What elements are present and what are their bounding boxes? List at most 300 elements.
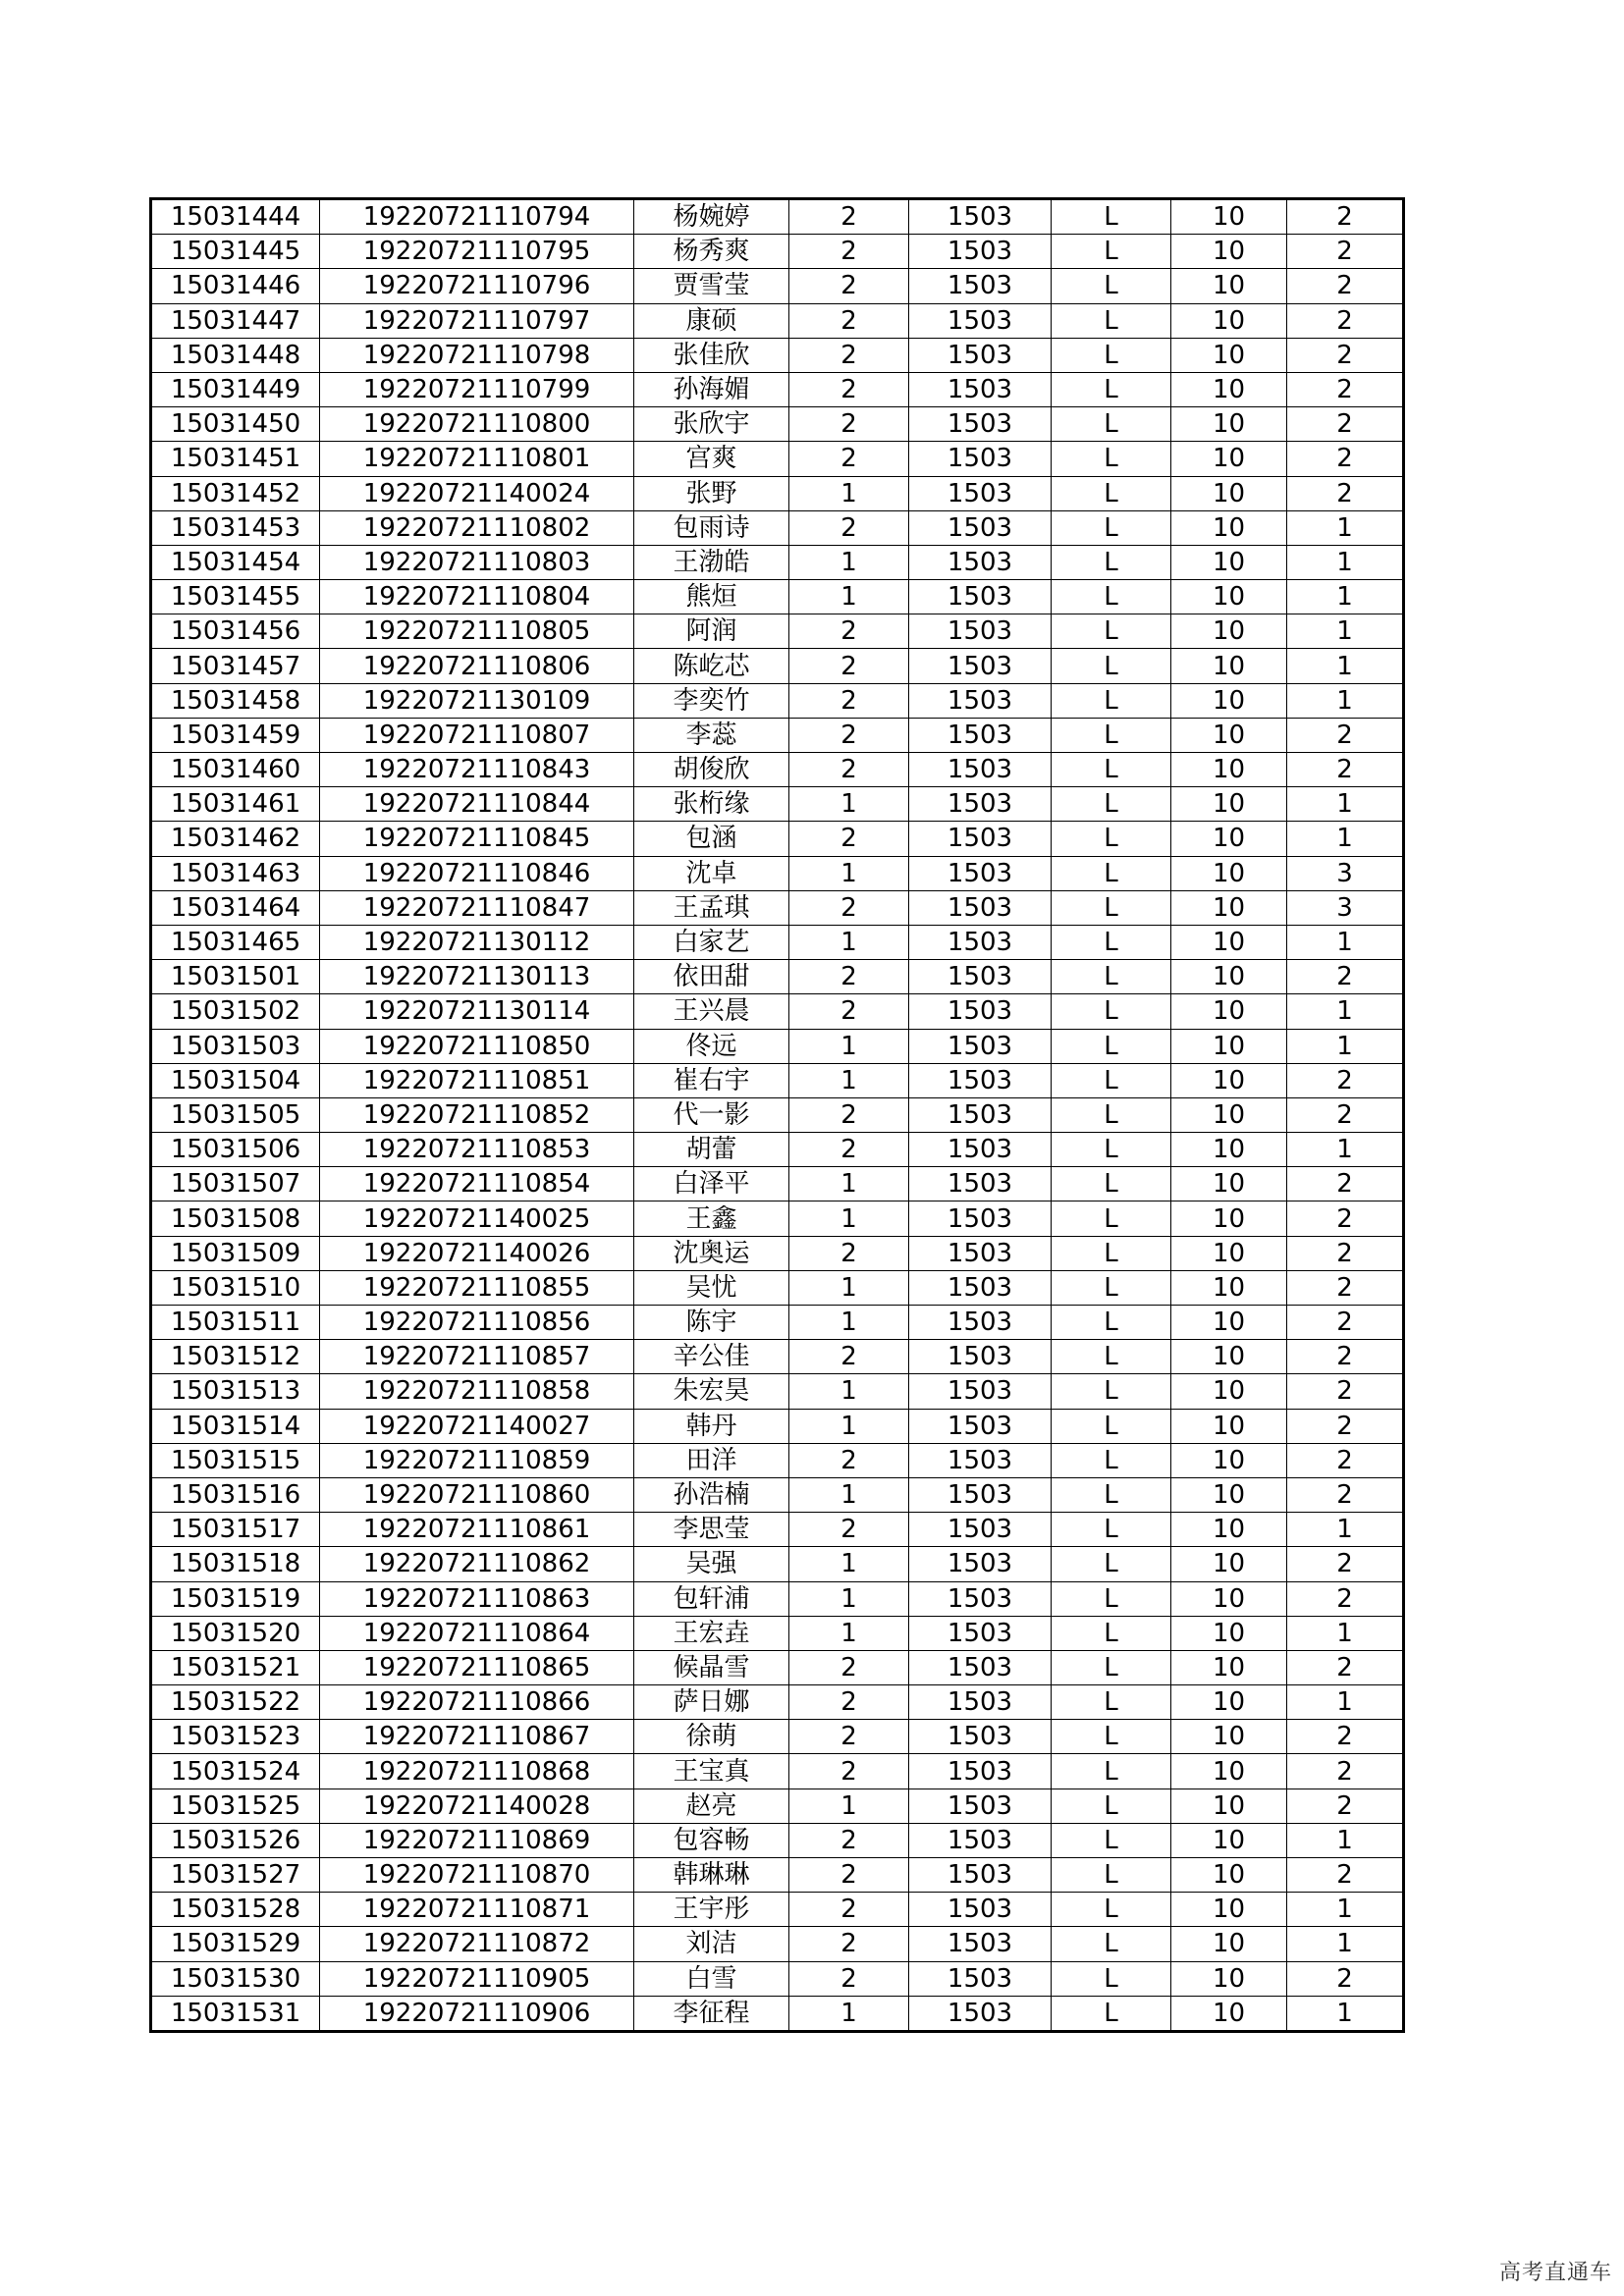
table-row [151,476,1404,510]
group-cell: 2 [1287,1097,1404,1132]
exam-number-cell: 15031460 [151,753,320,787]
name-cell: 陈宇 [634,1306,789,1340]
school-code-cell: 1503 [909,1029,1052,1063]
exam-number-cell: 15031522 [151,1685,320,1720]
exam-number-cell: 15031459 [151,718,320,752]
field-cell: 10 [1171,718,1287,752]
school-code-cell: 1503 [909,683,1052,718]
field-cell: 10 [1171,1270,1287,1305]
name-cell: 崔右宇 [634,1063,789,1097]
exam-number-cell: 15031450 [151,407,320,442]
registration-id-cell: 19220721140027 [320,1409,634,1443]
registration-id-cell: 19220721110865 [320,1650,634,1684]
name-cell: 代一影 [634,1097,789,1132]
registration-id-cell: 19220721110855 [320,1270,634,1305]
field-cell: 10 [1171,1581,1287,1616]
name-cell: 王鑫 [634,1201,789,1236]
category-cell: L [1052,1927,1171,1961]
name-cell: 包轩浦 [634,1581,789,1616]
field-cell: 10 [1171,1133,1287,1167]
name-cell: 萨日娜 [634,1685,789,1720]
school-code-cell: 1503 [909,1650,1052,1684]
gender-cell: 1 [789,1306,909,1340]
table-row [151,1133,1404,1167]
school-code-cell: 1503 [909,1996,1052,2031]
gender-cell: 2 [789,1720,909,1754]
exam-number-cell: 15031510 [151,1270,320,1305]
field-cell: 10 [1171,753,1287,787]
table-row [151,994,1404,1029]
category-cell: L [1052,545,1171,579]
exam-number-cell: 15031521 [151,1650,320,1684]
registration-id-cell: 19220721110804 [320,580,634,614]
exam-number-cell: 15031502 [151,994,320,1029]
category-cell: L [1052,822,1171,856]
table-row [151,1029,1404,1063]
gender-cell: 2 [789,235,909,269]
name-cell: 韩琳琳 [634,1858,789,1893]
name-cell: 张野 [634,476,789,510]
table-row [151,1063,1404,1097]
school-code-cell: 1503 [909,1720,1052,1754]
registration-id-cell: 19220721110846 [320,856,634,890]
group-cell: 2 [1287,1720,1404,1754]
table-row [151,1581,1404,1616]
name-cell: 康硕 [634,303,789,338]
field-cell: 10 [1171,614,1287,649]
registration-id-cell: 19220721110906 [320,1996,634,2031]
group-cell: 1 [1287,925,1404,959]
group-cell: 2 [1287,1961,1404,1996]
category-cell: L [1052,1236,1171,1270]
school-code-cell: 1503 [909,1477,1052,1512]
registration-id-cell: 19220721110803 [320,545,634,579]
school-code-cell: 1503 [909,1409,1052,1443]
category-cell: L [1052,1270,1171,1305]
group-cell: 2 [1287,338,1404,372]
group-cell: 2 [1287,372,1404,406]
school-code-cell: 1503 [909,1167,1052,1201]
school-code-cell: 1503 [909,822,1052,856]
category-cell: L [1052,718,1171,752]
category-cell: L [1052,269,1171,303]
school-code-cell: 1503 [909,1858,1052,1893]
registration-id-cell: 19220721110847 [320,890,634,925]
group-cell: 1 [1287,1133,1404,1167]
field-cell: 10 [1171,1236,1287,1270]
table-row [151,1858,1404,1893]
category-cell: L [1052,510,1171,545]
exam-number-cell: 15031449 [151,372,320,406]
group-cell: 2 [1287,1581,1404,1616]
gender-cell: 1 [789,1996,909,2031]
exam-number-cell: 15031527 [151,1858,320,1893]
school-code-cell: 1503 [909,1513,1052,1547]
registration-id-cell: 19220721110872 [320,1927,634,1961]
exam-number-cell: 15031505 [151,1097,320,1132]
exam-number-cell: 15031446 [151,269,320,303]
category-cell: L [1052,1996,1171,2031]
school-code-cell: 1503 [909,925,1052,959]
name-cell: 候晶雪 [634,1650,789,1684]
group-cell: 2 [1287,1858,1404,1893]
exam-number-cell: 15031509 [151,1236,320,1270]
category-cell: L [1052,1720,1171,1754]
gender-cell: 2 [789,1858,909,1893]
table-row [151,753,1404,787]
group-cell: 1 [1287,545,1404,579]
gender-cell: 2 [789,890,909,925]
school-code-cell: 1503 [909,890,1052,925]
school-code-cell: 1503 [909,1374,1052,1409]
exam-number-cell: 15031517 [151,1513,320,1547]
field-cell: 10 [1171,1685,1287,1720]
registration-id-cell: 19220721110852 [320,1097,634,1132]
table-row [151,1789,1404,1823]
field-cell: 10 [1171,856,1287,890]
exam-number-cell: 15031453 [151,510,320,545]
group-cell: 2 [1287,476,1404,510]
registration-id-cell: 19220721110854 [320,1167,634,1201]
registration-id-cell: 19220721140026 [320,1236,634,1270]
group-cell: 2 [1287,1443,1404,1477]
category-cell: L [1052,1961,1171,1996]
category-cell: L [1052,1340,1171,1374]
table-row [151,787,1404,822]
name-cell: 辛公佳 [634,1340,789,1374]
exam-number-cell: 15031445 [151,235,320,269]
registration-id-cell: 19220721130114 [320,994,634,1029]
table-row [151,1927,1404,1961]
field-cell: 10 [1171,1547,1287,1581]
table-row [151,545,1404,579]
table-row [151,856,1404,890]
table-row [151,1720,1404,1754]
field-cell: 10 [1171,1720,1287,1754]
gender-cell: 1 [789,787,909,822]
exam-number-cell: 15031504 [151,1063,320,1097]
field-cell: 10 [1171,1409,1287,1443]
exam-number-cell: 15031511 [151,1306,320,1340]
table-row [151,718,1404,752]
school-code-cell: 1503 [909,199,1052,235]
registration-id-cell: 19220721110850 [320,1029,634,1063]
name-cell: 张佳欣 [634,338,789,372]
gender-cell: 2 [789,1754,909,1789]
field-cell: 10 [1171,545,1287,579]
table-row [151,338,1404,372]
group-cell: 2 [1287,199,1404,235]
category-cell: L [1052,614,1171,649]
group-cell: 2 [1287,1409,1404,1443]
name-cell: 沈奥运 [634,1236,789,1270]
gender-cell: 2 [789,303,909,338]
category-cell: L [1052,787,1171,822]
school-code-cell: 1503 [909,1097,1052,1132]
registration-id-cell: 19220721110866 [320,1685,634,1720]
name-cell: 赵亮 [634,1789,789,1823]
table-row [151,1754,1404,1789]
school-code-cell: 1503 [909,649,1052,683]
table-row [151,1477,1404,1512]
gender-cell: 2 [789,1961,909,1996]
exam-number-cell: 15031448 [151,338,320,372]
field-cell: 10 [1171,1374,1287,1409]
school-code-cell: 1503 [909,235,1052,269]
category-cell: L [1052,1547,1171,1581]
gender-cell: 2 [789,614,909,649]
category-cell: L [1052,1133,1171,1167]
gender-cell: 2 [789,510,909,545]
category-cell: L [1052,303,1171,338]
category-cell: L [1052,683,1171,718]
category-cell: L [1052,1063,1171,1097]
school-code-cell: 1503 [909,1823,1052,1857]
exam-number-cell: 15031528 [151,1893,320,1927]
field-cell: 10 [1171,787,1287,822]
registration-id-cell: 19220721110797 [320,303,634,338]
exam-number-cell: 15031452 [151,476,320,510]
gender-cell: 2 [789,1823,909,1857]
exam-number-cell: 15031455 [151,580,320,614]
registration-id-cell: 19220721110805 [320,614,634,649]
exam-number-cell: 15031451 [151,442,320,476]
gender-cell: 1 [789,1616,909,1650]
watermark-text: 高考直通车 [1498,2261,1612,2285]
category-cell: L [1052,442,1171,476]
exam-number-cell: 15031519 [151,1581,320,1616]
table-row [151,1823,1404,1857]
registration-id-cell: 19220721110794 [320,199,634,235]
category-cell: L [1052,199,1171,235]
registration-id-cell: 19220721110858 [320,1374,634,1409]
gender-cell: 2 [789,1685,909,1720]
category-cell: L [1052,1823,1171,1857]
exam-number-cell: 15031447 [151,303,320,338]
group-cell: 2 [1287,442,1404,476]
field-cell: 10 [1171,1616,1287,1650]
gender-cell: 2 [789,822,909,856]
group-cell: 1 [1287,1616,1404,1650]
field-cell: 10 [1171,580,1287,614]
category-cell: L [1052,1858,1171,1893]
category-cell: L [1052,1685,1171,1720]
table-row [151,1616,1404,1650]
name-cell: 王渤皓 [634,545,789,579]
category-cell: L [1052,1167,1171,1201]
name-cell: 孙浩楠 [634,1477,789,1512]
school-code-cell: 1503 [909,510,1052,545]
table-row [151,510,1404,545]
category-cell: L [1052,235,1171,269]
gender-cell: 2 [789,1513,909,1547]
group-cell: 2 [1287,753,1404,787]
field-cell: 10 [1171,649,1287,683]
name-cell: 田洋 [634,1443,789,1477]
group-cell: 1 [1287,1513,1404,1547]
field-cell: 10 [1171,442,1287,476]
gender-cell: 1 [789,925,909,959]
name-cell: 李征程 [634,1996,789,2031]
registration-id-cell: 19220721110859 [320,1443,634,1477]
field-cell: 10 [1171,1477,1287,1512]
group-cell: 2 [1287,960,1404,994]
school-code-cell: 1503 [909,1927,1052,1961]
registration-id-cell: 19220721110861 [320,1513,634,1547]
name-cell: 胡蕾 [634,1133,789,1167]
name-cell: 陈屹芯 [634,649,789,683]
registration-id-cell: 19220721130113 [320,960,634,994]
gender-cell: 2 [789,1650,909,1684]
group-cell: 1 [1287,510,1404,545]
exam-number-cell: 15031501 [151,960,320,994]
category-cell: L [1052,1201,1171,1236]
table-row [151,1409,1404,1443]
school-code-cell: 1503 [909,1685,1052,1720]
gender-cell: 1 [789,545,909,579]
table-row [151,890,1404,925]
group-cell: 1 [1287,683,1404,718]
group-cell: 1 [1287,822,1404,856]
registration-id-cell: 19220721110905 [320,1961,634,1996]
table-row [151,1961,1404,1996]
school-code-cell: 1503 [909,753,1052,787]
category-cell: L [1052,476,1171,510]
group-cell: 1 [1287,649,1404,683]
school-code-cell: 1503 [909,545,1052,579]
registration-id-cell: 19220721110867 [320,1720,634,1754]
exam-number-cell: 15031526 [151,1823,320,1857]
registration-id-cell: 19220721110869 [320,1823,634,1857]
school-code-cell: 1503 [909,994,1052,1029]
category-cell: L [1052,1477,1171,1512]
table-row [151,683,1404,718]
table-row [151,303,1404,338]
name-cell: 王宏垚 [634,1616,789,1650]
gender-cell: 2 [789,649,909,683]
registration-id-cell: 19220721110800 [320,407,634,442]
field-cell: 10 [1171,1513,1287,1547]
table-row [151,1996,1404,2031]
exam-number-cell: 15031461 [151,787,320,822]
field-cell: 10 [1171,510,1287,545]
name-cell: 韩丹 [634,1409,789,1443]
name-cell: 贾雪莹 [634,269,789,303]
gender-cell: 2 [789,994,909,1029]
name-cell: 沈卓 [634,856,789,890]
category-cell: L [1052,1789,1171,1823]
category-cell: L [1052,890,1171,925]
field-cell: 10 [1171,338,1287,372]
name-cell: 阿润 [634,614,789,649]
category-cell: L [1052,960,1171,994]
registration-id-cell: 19220721110856 [320,1306,634,1340]
gender-cell: 1 [789,1789,909,1823]
school-code-cell: 1503 [909,856,1052,890]
registration-id-cell: 19220721110870 [320,1858,634,1893]
exam-number-cell: 15031456 [151,614,320,649]
registration-id-cell: 19220721110801 [320,442,634,476]
field-cell: 10 [1171,235,1287,269]
group-cell: 1 [1287,1927,1404,1961]
group-cell: 2 [1287,1236,1404,1270]
table-row [151,822,1404,856]
field-cell: 10 [1171,1893,1287,1927]
student-table [149,197,1405,2033]
table-row [151,1893,1404,1927]
field-cell: 10 [1171,199,1287,235]
exam-number-cell: 15031525 [151,1789,320,1823]
group-cell: 2 [1287,1547,1404,1581]
field-cell: 10 [1171,1927,1287,1961]
gender-cell: 1 [789,1547,909,1581]
table-row [151,407,1404,442]
exam-number-cell: 15031444 [151,199,320,235]
registration-id-cell: 19220721110863 [320,1581,634,1616]
table-row [151,1097,1404,1132]
name-cell: 王宇彤 [634,1893,789,1927]
group-cell: 3 [1287,890,1404,925]
name-cell: 李蕊 [634,718,789,752]
gender-cell: 2 [789,1443,909,1477]
school-code-cell: 1503 [909,787,1052,822]
gender-cell: 2 [789,407,909,442]
registration-id-cell: 19220721110860 [320,1477,634,1512]
name-cell: 王孟琪 [634,890,789,925]
group-cell: 2 [1287,1063,1404,1097]
group-cell: 2 [1287,1374,1404,1409]
gender-cell: 2 [789,718,909,752]
gender-cell: 2 [789,1893,909,1927]
table-row [151,925,1404,959]
registration-id-cell: 19220721110799 [320,372,634,406]
school-code-cell: 1503 [909,1063,1052,1097]
registration-id-cell: 19220721110795 [320,235,634,269]
gender-cell: 1 [789,1409,909,1443]
group-cell: 2 [1287,1306,1404,1340]
name-cell: 白泽平 [634,1167,789,1201]
exam-number-cell: 15031520 [151,1616,320,1650]
field-cell: 10 [1171,1306,1287,1340]
table-row [151,1513,1404,1547]
name-cell: 吴强 [634,1547,789,1581]
group-cell: 2 [1287,1270,1404,1305]
name-cell: 佟远 [634,1029,789,1063]
group-cell: 1 [1287,614,1404,649]
gender-cell: 1 [789,476,909,510]
group-cell: 2 [1287,407,1404,442]
exam-number-cell: 15031465 [151,925,320,959]
exam-number-cell: 15031463 [151,856,320,890]
registration-id-cell: 19220721110843 [320,753,634,787]
table-row [151,1306,1404,1340]
name-cell: 杨秀爽 [634,235,789,269]
field-cell: 10 [1171,1063,1287,1097]
school-code-cell: 1503 [909,1443,1052,1477]
exam-number-cell: 15031454 [151,545,320,579]
gender-cell: 2 [789,338,909,372]
school-code-cell: 1503 [909,1789,1052,1823]
group-cell: 2 [1287,269,1404,303]
name-cell: 徐萌 [634,1720,789,1754]
school-code-cell: 1503 [909,1754,1052,1789]
school-code-cell: 1503 [909,407,1052,442]
school-code-cell: 1503 [909,1270,1052,1305]
exam-number-cell: 15031512 [151,1340,320,1374]
field-cell: 10 [1171,1754,1287,1789]
group-cell: 1 [1287,787,1404,822]
name-cell: 朱宏昊 [634,1374,789,1409]
